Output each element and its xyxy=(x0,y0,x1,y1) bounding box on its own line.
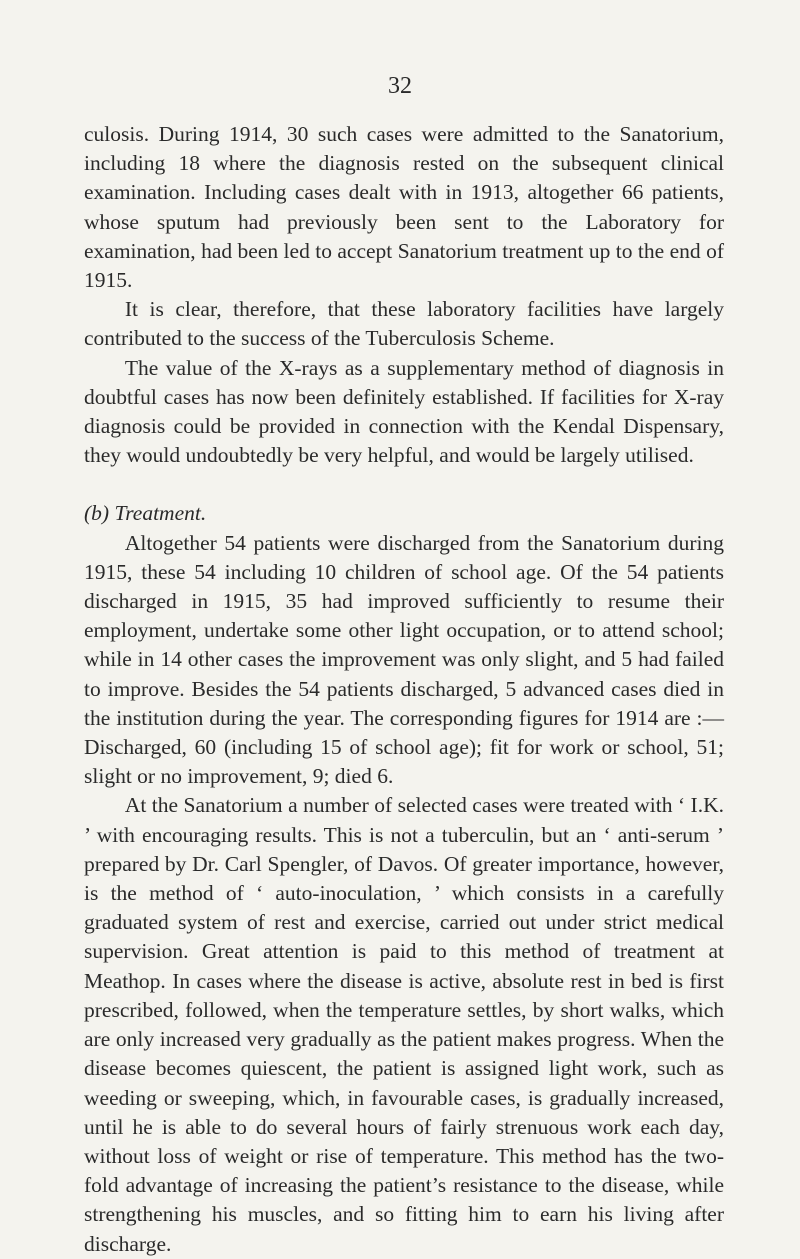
section-marker: (b) xyxy=(84,501,110,526)
body-text xyxy=(84,120,724,1259)
paragraph-laboratory-facilities: It is clear, therefore, that these laboratory facilities have largely contributed to the success of the Tuberculosis Scheme. xyxy=(84,297,724,351)
paragraph-discharged-patients: Altogether 54 patients were discharged from the Sanatorium during 1915, these 54 including 10 children of school age. Of the 54 patients discharged in 1915, 35 had improved sufficiently to resume their employment, undertake some other light occupation, or to attend school; while in 14 other cases the improvement was only slight, and 5 had failed to improve. Besides the 54 patients discharged, 5 advanced cases died in the institution during the year. The corresponding figures for 1914 are :—Discharged, 60 (including 15 of school age); fit for work or school, 51; slight or no improvement, 9; died 6. xyxy=(84,530,724,789)
section-heading-treatment xyxy=(84,499,724,528)
paragraph-x-ray-diagnosis: The value of the X-rays as a supplementary method of diagnosis in doubtful cases has now been definitely established. If facilities for X-ray diagnosis could be provided in connection with the Kendal Dispensary, they would undoubtedly be very helpful, and would be largely utilised. xyxy=(84,355,724,468)
section-title: Treatment. xyxy=(114,501,207,526)
paragraph-auto-inoculation: At the Sanatorium a number of selected cases were treated with ‘ I.K. ’ with encouraging results. This is not a tuberculin, but an ‘ anti-serum ’ prepared by Dr. Carl Spengler, of Davos. Of greater importance, however, is the method of ‘ auto-inoculation, ’ which consists in a carefully graduated system of rest and exercise, carried out under strict medical supervision. Great attention is paid to this method of treatment at Meathop. In cases where the disease is active, absolute rest in bed is first prescribed, followed, when the temperature settles, by short walks, which are only increased very gradually as the patient makes progress. When the disease becomes quiescent, the patient is assigned light work, such as weeding or sweeping, which, in favourable cases, is gradually increased, until he is able to do several hours of fairly strenuous work each day, without loss of weight or rise of temperature. This method has the two-fold advantage of increasing the patient’s resistance to the disease, while strengthening his muscles, and so fitting him to earn his living after discharge. xyxy=(84,793,724,1256)
page-number: 32 xyxy=(388,73,412,99)
paragraph-tuberculosis-cases: culosis. During 1914, 30 such cases were admitted to the Sanatorium, including 18 where the diagnosis rested on the subsequent clinical examination. Including cases dealt with in 1913, altogether 66 patients, whose sputum had previously been sent to the Laboratory for examination, had been led to accept Sanatorium treatment up to the end of 1915. xyxy=(84,122,724,293)
